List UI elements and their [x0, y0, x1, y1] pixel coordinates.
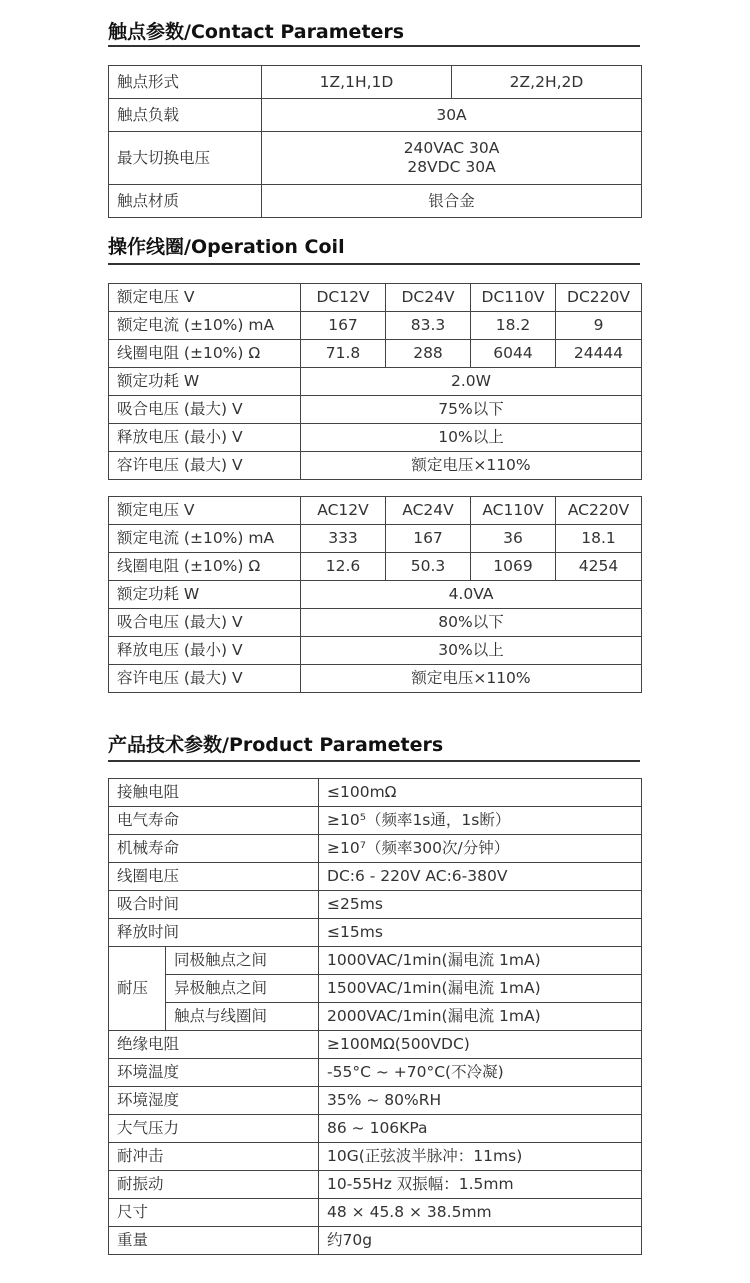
- dc-current-cell: 18.2: [471, 312, 556, 340]
- table-row: [109, 609, 642, 637]
- dc-coil-table: [108, 283, 642, 480]
- dc-power-label: 额定功耗 W: [109, 368, 301, 396]
- ac-release-value: 30%以上: [301, 637, 642, 665]
- ac-resistance-cell: 12.6: [301, 553, 386, 581]
- max-switch-dc: 28VDC 30A: [407, 158, 496, 176]
- table-row: [109, 99, 642, 132]
- ac-power-label: 额定功耗 W: [109, 581, 301, 609]
- dielectric-contact-coil-label: 触点与线圈间: [166, 1003, 319, 1031]
- dc-resistance-cell: 6044: [471, 340, 556, 368]
- dc-voltage-cell: DC12V: [301, 284, 386, 312]
- table-row: [109, 835, 642, 863]
- dc-voltage-cell: DC220V: [556, 284, 642, 312]
- dc-resistance-cell: 24444: [556, 340, 642, 368]
- table-row: [109, 1199, 642, 1227]
- dielectric-diff-pole-label: 异极触点之间: [166, 975, 319, 1003]
- table-row: [109, 497, 642, 525]
- dc-current-label: 额定电流 (±10%) mA: [109, 312, 301, 340]
- ac-current-cell: 18.1: [556, 525, 642, 553]
- humidity-value: 35% ~ 80%RH: [319, 1087, 642, 1115]
- temperature-value: -55°C ~ +70°C(不冷凝): [319, 1059, 642, 1087]
- insulation-value: ≥100MΩ(500VDC): [319, 1031, 642, 1059]
- weight-value: 约70g: [319, 1227, 642, 1255]
- dc-release-label: 释放电压 (最小) V: [109, 424, 301, 452]
- table-row: [109, 132, 642, 185]
- ac-release-label: 释放电压 (最小) V: [109, 637, 301, 665]
- ac-allowable-value: 额定电压×110%: [301, 665, 642, 693]
- dc-current-cell: 9: [556, 312, 642, 340]
- table-row: [109, 1227, 642, 1255]
- table-row: [109, 525, 642, 553]
- contact-load-label: 触点负载: [109, 99, 262, 132]
- product-title-rule: [108, 760, 640, 762]
- table-row: [109, 553, 642, 581]
- dc-resistance-cell: 71.8: [301, 340, 386, 368]
- contact-form-label: 触点形式: [109, 66, 262, 99]
- max-switch-label: 最大切换电压: [109, 132, 262, 185]
- table-row: [109, 1003, 642, 1031]
- table-row: [109, 452, 642, 480]
- dc-power-value: 2.0W: [301, 368, 642, 396]
- coil-title-rule: [108, 263, 640, 265]
- table-row: [109, 340, 642, 368]
- vibration-value: 10-55Hz 双振幅：1.5mm: [319, 1171, 642, 1199]
- ac-current-cell: 333: [301, 525, 386, 553]
- contact-material-label: 触点材质: [109, 185, 262, 218]
- dc-allowable-value: 额定电压×110%: [301, 452, 642, 480]
- coil-voltage-value: DC:6 - 220V AC:6-380V: [319, 863, 642, 891]
- table-row: [109, 424, 642, 452]
- contact-table: [108, 65, 642, 218]
- dielectric-diff-pole-value: 1500VAC/1min(漏电流 1mA): [319, 975, 642, 1003]
- coil-section-title: 操作线圈/Operation Coil: [108, 236, 345, 258]
- table-row: [109, 1059, 642, 1087]
- pressure-label: 大气压力: [109, 1115, 319, 1143]
- table-row: [109, 975, 642, 1003]
- pickup-time-value: ≤25ms: [319, 891, 642, 919]
- table-row: [109, 863, 642, 891]
- ac-current-cell: 36: [471, 525, 556, 553]
- dielectric-same-pole-value: 1000VAC/1min(漏电流 1mA): [319, 947, 642, 975]
- dc-voltage-label: 额定电压 V: [109, 284, 301, 312]
- table-row: [109, 185, 642, 218]
- table-row: [109, 1143, 642, 1171]
- coil-voltage-label: 线圈电压: [109, 863, 319, 891]
- dc-allowable-label: 容许电压 (最大) V: [109, 452, 301, 480]
- table-row: [109, 66, 642, 99]
- ac-resistance-cell: 4254: [556, 553, 642, 581]
- temperature-label: 环境温度: [109, 1059, 319, 1087]
- ac-resistance-cell: 1069: [471, 553, 556, 581]
- size-label: 尺寸: [109, 1199, 319, 1227]
- mechanical-life-label: 机械寿命: [109, 835, 319, 863]
- dc-current-cell: 83.3: [386, 312, 471, 340]
- dc-resistance-label: 线圈电阻 (±10%) Ω: [109, 340, 301, 368]
- dc-pickup-label: 吸合电压 (最大) V: [109, 396, 301, 424]
- table-row: [109, 807, 642, 835]
- contact-section-title: 触点参数/Contact Parameters: [108, 21, 405, 43]
- ac-power-value: 4.0VA: [301, 581, 642, 609]
- weight-label: 重量: [109, 1227, 319, 1255]
- shock-label: 耐冲击: [109, 1143, 319, 1171]
- ac-allowable-label: 容许电压 (最大) V: [109, 665, 301, 693]
- dielectric-same-pole-label: 同极触点之间: [166, 947, 319, 975]
- table-row: [109, 637, 642, 665]
- ac-voltage-label: 额定电压 V: [109, 497, 301, 525]
- ac-resistance-cell: 50.3: [386, 553, 471, 581]
- humidity-label: 环境湿度: [109, 1087, 319, 1115]
- ac-voltage-cell: AC220V: [556, 497, 642, 525]
- table-row: [109, 368, 642, 396]
- product-section-title: 产品技术参数/Product Parameters: [108, 734, 444, 756]
- electrical-life-value: ≥10⁵（频率1s通，1s断）: [319, 807, 642, 835]
- table-row: [109, 1031, 642, 1059]
- table-row: [109, 919, 642, 947]
- ac-pickup-value: 80%以下: [301, 609, 642, 637]
- ac-voltage-cell: AC110V: [471, 497, 556, 525]
- contact-material-value: 银合金: [262, 185, 642, 218]
- ac-pickup-label: 吸合电压 (最大) V: [109, 609, 301, 637]
- dc-voltage-cell: DC24V: [386, 284, 471, 312]
- electrical-life-label: 电气寿命: [109, 807, 319, 835]
- contact-resistance-label: 接触电阻: [109, 779, 319, 807]
- table-row: [109, 396, 642, 424]
- ac-voltage-cell: AC12V: [301, 497, 386, 525]
- table-row: [109, 947, 642, 975]
- insulation-label: 绝缘电阻: [109, 1031, 319, 1059]
- max-switch-ac: 240VAC 30A: [403, 139, 500, 157]
- table-row: [109, 891, 642, 919]
- pressure-value: 86 ~ 106KPa: [319, 1115, 642, 1143]
- ac-current-cell: 167: [386, 525, 471, 553]
- release-time-label: 释放时间: [109, 919, 319, 947]
- ac-coil-table: [108, 496, 642, 693]
- dc-pickup-value: 75%以下: [301, 396, 642, 424]
- ac-resistance-label: 线圈电阻 (±10%) Ω: [109, 553, 301, 581]
- max-switch-value: [262, 132, 642, 185]
- product-table: [108, 778, 642, 1255]
- ac-voltage-cell: AC24V: [386, 497, 471, 525]
- table-row: [109, 665, 642, 693]
- table-row: [109, 779, 642, 807]
- contact-form-single: 1Z,1H,1D: [262, 66, 452, 99]
- pickup-time-label: 吸合时间: [109, 891, 319, 919]
- ac-current-label: 额定电流 (±10%) mA: [109, 525, 301, 553]
- shock-value: 10G(正弦波半脉冲：11ms): [319, 1143, 642, 1171]
- dc-release-value: 10%以上: [301, 424, 642, 452]
- dc-resistance-cell: 288: [386, 340, 471, 368]
- vibration-label: 耐振动: [109, 1171, 319, 1199]
- table-row: [109, 284, 642, 312]
- contact-title-rule: [108, 45, 640, 47]
- table-row: [109, 581, 642, 609]
- contact-form-double: 2Z,2H,2D: [452, 66, 642, 99]
- table-row: [109, 1087, 642, 1115]
- release-time-value: ≤15ms: [319, 919, 642, 947]
- table-row: [109, 1115, 642, 1143]
- mechanical-life-value: ≥10⁷（频率300次/分钟）: [319, 835, 642, 863]
- table-row: [109, 1171, 642, 1199]
- table-row: [109, 312, 642, 340]
- contact-load-value: 30A: [262, 99, 642, 132]
- size-value: 48 × 45.8 × 38.5mm: [319, 1199, 642, 1227]
- dc-voltage-cell: DC110V: [471, 284, 556, 312]
- dielectric-label: 耐压: [109, 947, 166, 1031]
- dielectric-contact-coil-value: 2000VAC/1min(漏电流 1mA): [319, 1003, 642, 1031]
- dc-current-cell: 167: [301, 312, 386, 340]
- contact-resistance-value: ≤100mΩ: [319, 779, 642, 807]
